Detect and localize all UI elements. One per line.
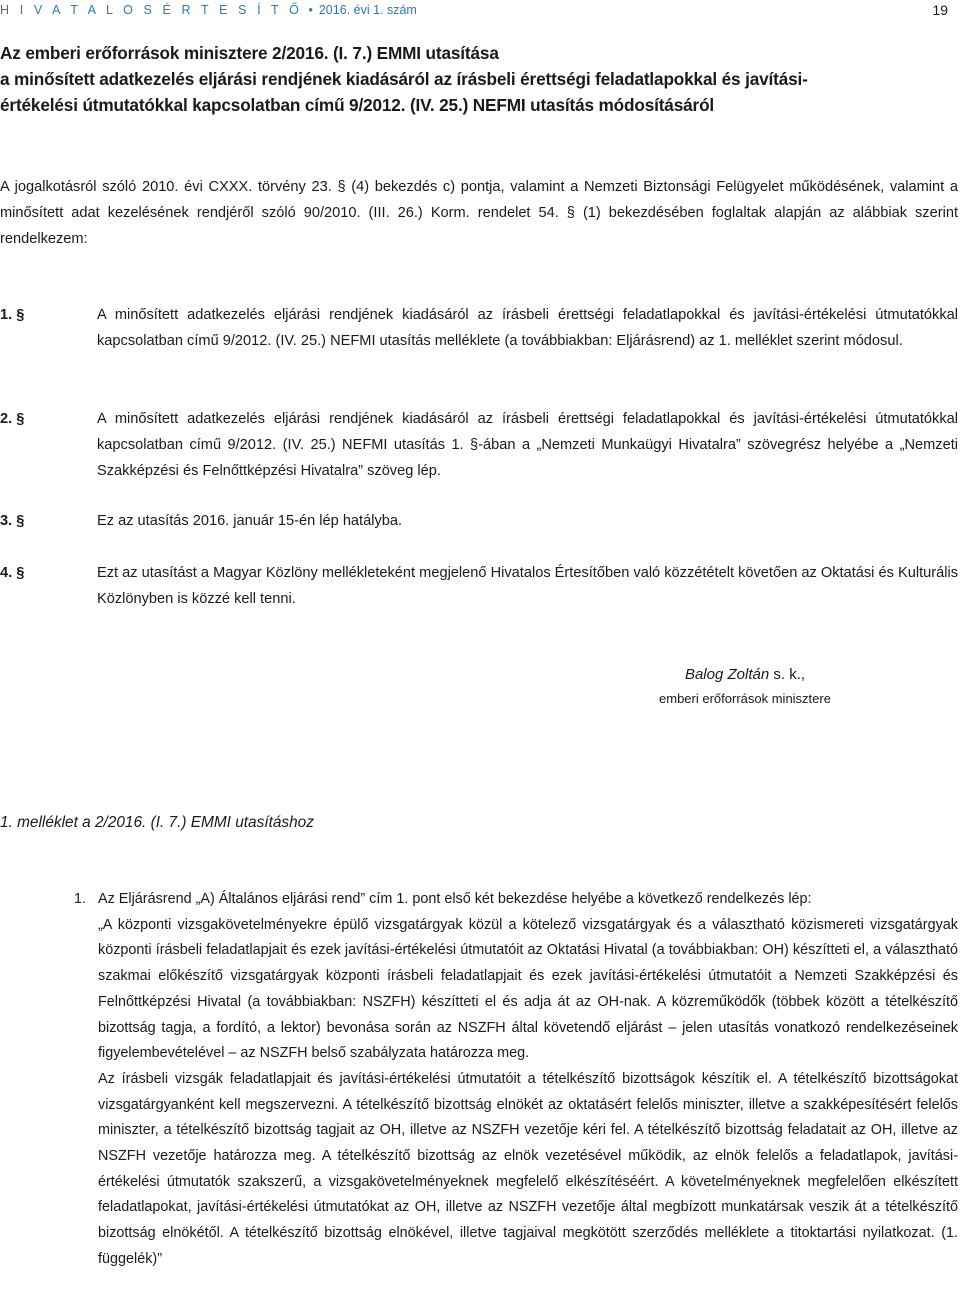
signature-block [600,663,890,711]
running-header [0,3,946,17]
section-text: Ezt az utasítást a Magyar Közlöny mellékleteként megjelenő Hivatalos Értesítőben való közzétételt követően az Oktatási és Kulturális Közlönyben is közzé kell tenni. [97,565,958,607]
publication-name: H I V A T A L O S É R T E S Í T Ő [0,3,303,17]
title-line-3: értékelési útmutatókkal kapcsolatban című 9/2012. (IV. 25.) NEFMI utasítás módosításáról [0,95,715,115]
section-text: A minősített adatkezelés eljárási rendjének kiadásáról az írásbeli érettségi feladatlapokkal és javítási-értékelési útmutatókkal kapcsolatban című 9/2012. (IV. 25.) NEFMI utasítás 1. §-ában a „Nemzeti Munkaügyi Hivatalra” szövegrész helyébe a „Nemzeti Szakképzési és Felnőttképzési Hivatalra” szöveg lép. [97,411,958,479]
annex-item-heading: Az Eljárásrend „A) Általános eljárási rend” cím 1. pont első két bekezdése helyébe a következő rendelkezés lép: [98,891,812,907]
section-1 [0,302,958,354]
section-4 [0,560,958,612]
header-separator: • [308,3,313,17]
section-2 [0,406,958,484]
section-text: A minősített adatkezelés eljárási rendjének kiadásáról az írásbeli érettségi feladatlapokkal és javítási-értékelési útmutatókkal kapcsolatban című 9/2012. (IV. 25.) NEFMI utasítás melléklete (a továbbiakban: Eljárásrend) az 1. melléklet szerint módosul. [97,307,958,349]
preamble: A jogalkotásról szóló 2010. évi CXXX. törvény 23. § (4) bekezdés c) pontja, valamint a Nemzeti Biztonsági Felügyelet működésének, valamint a minősített adat kezelésének rendjéről szóló 90/2010. (III. 26.) Korm. rendelet 54. § (1) bekezdésében foglaltak alapján az alábbiak szerint rendelkezem: [0,179,958,247]
signatory-title: emberi erőforrások minisztere [659,691,831,706]
annex-paragraph-2: Az írásbeli vizsgák feladatlapjait és javítási-értékelési útmutatóit a tételkészítő bizottságok készítik el. A tételkészítő bizottságokat vizsgatárgyanként kell megszervezni. A tételkészítő bizottság elnökét az oktatásért felelős miniszter, illetve a szakképesítésért felelős miniszter, a tételkészítő bizottság tagjait az OH, illetve az NSZFH vezetője kéri fel. A tételkészítő bizottság feladatait az OH, illetve az NSZFH vezetője határozza meg. A tételkészítő bizottság az elnök vezetésével működik, az elnök felelős a feladatlapok, javítási-értékelési útmutatók szakszerű, a vizsgakövetelményeknek megfelelő elkészítéséért. A követelményeknek megfelelően elkészített feladatlapokat, javítási-értékelési útmutatókat az OH, illetve az NSZFH vezetője által megbízott munkatársak veszik át a tételkészítő bizottság elnökétől. A tételkészítő bizottság elnökével, illetve tagjaival megkötött szerződés melléklete a titoktartási nyilatkozat. (1. függelék)” [98,1070,958,1267]
signatory-suffix: s. k., [769,666,806,683]
issue-label: 2016. évi 1. szám [318,3,417,17]
annex-item-1 [74,887,958,1273]
title-line-1: Az emberi erőforrások minisztere 2/2016. (I. 7.) EMMI utasítása [0,43,499,63]
annex-title: 1. melléklet a 2/2016. (I. 7.) EMMI utasításhoz [0,814,314,831]
section-number: 4. § [0,565,25,581]
annex-item-number: 1. [74,891,87,907]
section-number: 3. § [0,513,25,529]
section-3 [0,508,958,534]
section-text: Ez az utasítás 2016. január 15-én lép hatályba. [97,513,403,529]
title-line-2: a minősített adatkezelés eljárási rendjének kiadásáról az írásbeli érettségi feladatlapokkal és javítási- [0,69,808,89]
section-number: 2. § [0,411,25,427]
section-number: 1. § [0,307,25,323]
annex-paragraph-1: „A központi vizsgakövetelményekre épülő vizsgatárgyak közül a kötelező vizsgatárgyak és a választható közismereti vizsgatárgyak központi írásbeli feladatlapjait és ezek javítási-értékelési útmutatóit az Oktatási Hivatal (a továbbiakban: OH) készítteti el, a választható szakmai előkészítő vizsgatárgyak központi írásbeli feladatlapjait és ezek javítási-értékelési útmutatóit a Nemzeti Szakképzési és Felnőttképzési Hivatal (a továbbiakban: NSZFH) készítteti el és adja át az OH-nak. A közreműködők (többek között a tételkészítő bizottság tagja, a fordító, a lektor) bevonása során az NSZFH által követendő eljárást – jelen utasítás vonatkozó rendelkezéseinek figyelembevételével – az NSZFH belső szabályzata határozza meg. [98,916,958,1062]
document-title [0,40,960,118]
signatory-name: Balog Zoltán [684,666,770,683]
page-number: 19 [932,2,948,18]
